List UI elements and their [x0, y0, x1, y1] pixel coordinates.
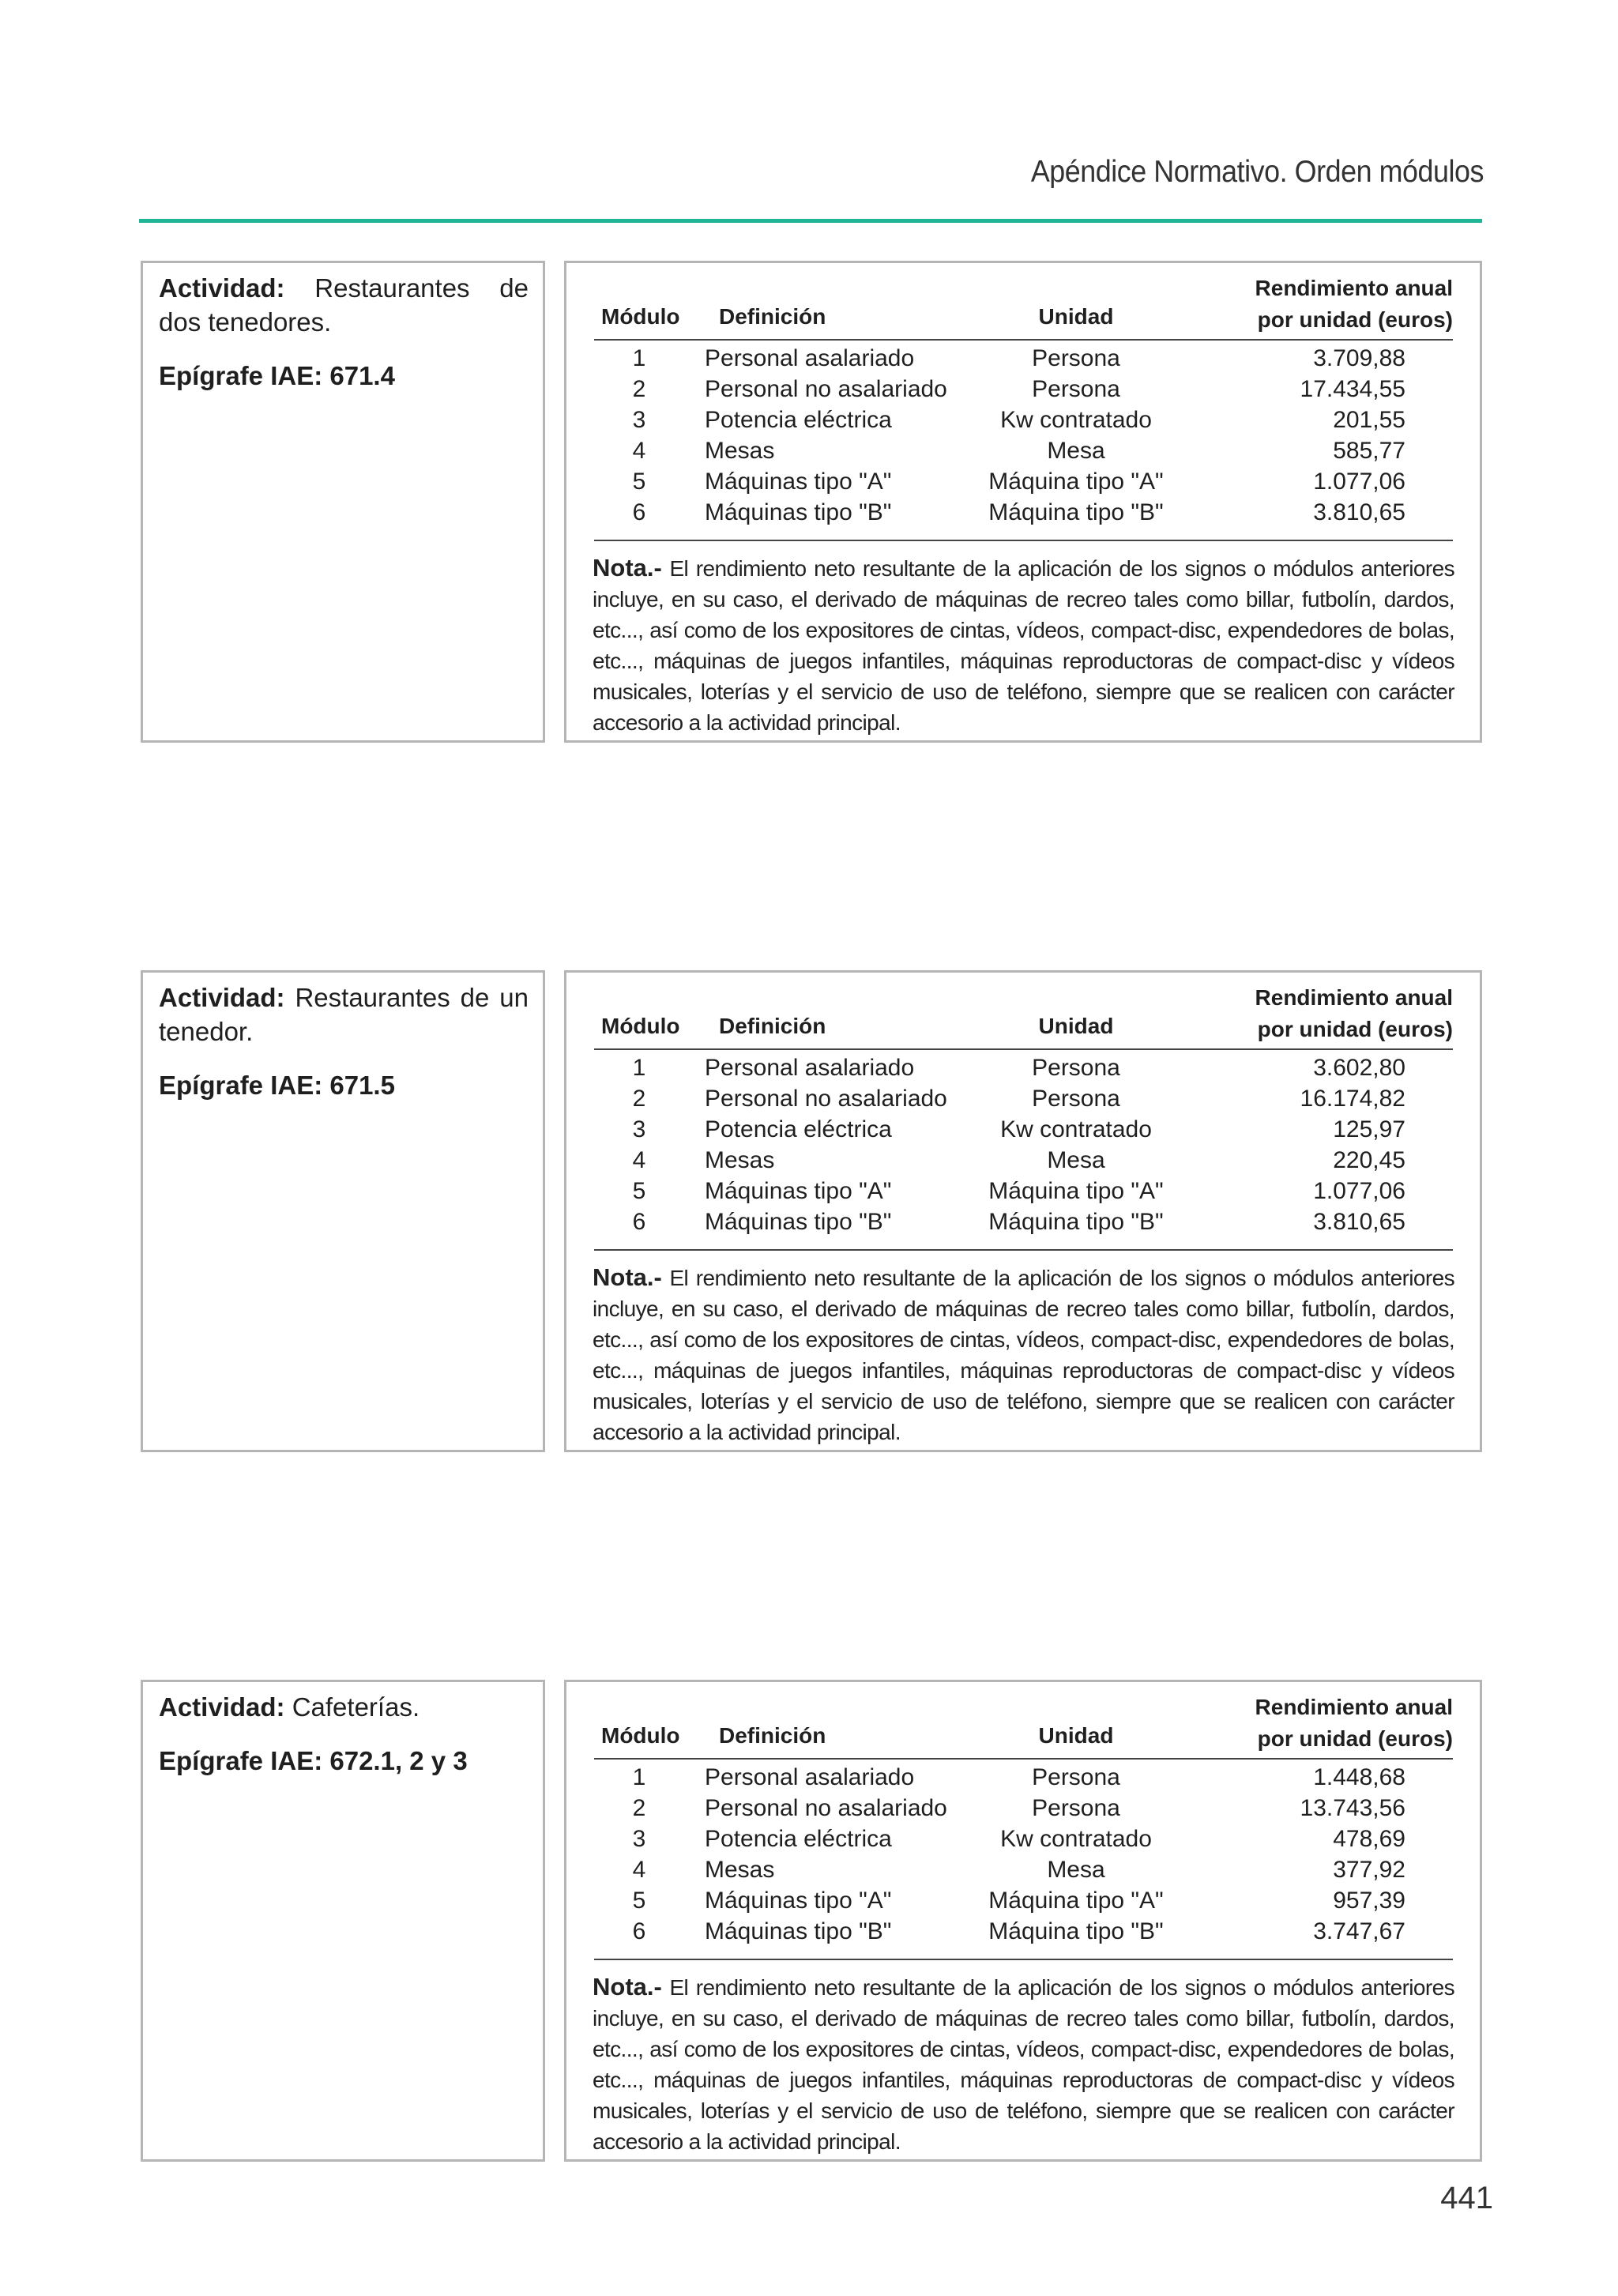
cell-valor: 3.810,65: [1313, 1209, 1405, 1235]
activity-text: [159, 271, 529, 339]
cell-valor: 1.077,06: [1313, 1178, 1405, 1204]
header-rendimiento: [1255, 982, 1453, 1045]
cell-valor: 1.077,06: [1313, 469, 1405, 495]
nota-text: El rendimiento neto resultante de la aplicación de los signos o módulos anteriores incluye, en su caso, el derivado de máquinas de recreo tales como billar, futbolín, dardos, etc..., así como de los expositores de cintas, vídeos, compact-disc, expendedores de bolas, etc..., máquinas de juegos infantiles, máquinas reproductoras de compact-disc y vídeos musicales, loterías y el servicio de uso de teléfono, siempre que se realicen con carácter accesorio a la actividad principal.: [593, 556, 1454, 735]
cell-modulo: 4: [632, 1147, 646, 1173]
nota-paragraph: [593, 552, 1454, 738]
table-body: [566, 345, 1480, 530]
cell-unidad: Máquina tipo "A": [988, 1178, 1164, 1204]
table-row: [566, 1086, 1480, 1116]
table-row: [566, 376, 1480, 407]
cell-valor: 957,39: [1333, 1888, 1405, 1914]
header-rendimiento: [1255, 273, 1453, 336]
header-rendimiento: [1255, 1692, 1453, 1755]
header-modulo: Módulo: [601, 1723, 680, 1748]
table-row: [566, 1826, 1480, 1857]
nota-paragraph: [593, 1971, 1454, 2157]
cell-valor: 478,69: [1333, 1826, 1405, 1852]
running-header: Apéndice Normativo. Orden módulos: [1030, 155, 1484, 189]
cell-valor: 16.174,82: [1300, 1086, 1405, 1112]
cell-definicion: Personal no asalariado: [705, 376, 947, 402]
nota-text: El rendimiento neto resultante de la aplicación de los signos o módulos anteriores incluye, en su caso, el derivado de máquinas de recreo tales como billar, futbolín, dardos, etc..., así como de los expositores de cintas, vídeos, compact-disc, expendedores de bolas, etc..., máquinas de juegos infantiles, máquinas reproductoras de compact-disc y vídeos musicales, loterías y el servicio de uso de teléfono, siempre que se realicen con carácter accesorio a la actividad principal.: [593, 1975, 1454, 2154]
table-row: [566, 345, 1480, 376]
cell-unidad: Mesa: [1047, 438, 1105, 464]
header-rule: [139, 219, 1482, 223]
table-bottom-rule: [594, 540, 1453, 541]
cell-unidad: Persona: [1032, 1795, 1120, 1821]
cell-definicion: Máquinas tipo "A": [705, 1178, 892, 1204]
cell-valor: 17.434,55: [1300, 376, 1405, 402]
cell-valor: 13.743,56: [1300, 1795, 1405, 1821]
table-row: [566, 1209, 1480, 1240]
table-row: [566, 1055, 1480, 1086]
cell-unidad: Máquina tipo "A": [988, 469, 1164, 495]
cell-unidad: Persona: [1032, 1764, 1120, 1790]
cell-modulo: 6: [632, 1918, 646, 1944]
cell-modulo: 3: [632, 1116, 646, 1142]
cell-definicion: Personal asalariado: [705, 1055, 915, 1081]
table-header: [566, 1682, 1480, 1758]
activity-value: Cafeterías.: [292, 1692, 420, 1722]
cell-unidad: Máquina tipo "A": [988, 1888, 1164, 1914]
cell-modulo: 6: [632, 1209, 646, 1235]
cell-definicion: Personal no asalariado: [705, 1086, 947, 1112]
cell-valor: 3.810,65: [1313, 499, 1405, 525]
activity-text: [159, 1690, 529, 1724]
header-modulo: Módulo: [601, 1014, 680, 1038]
nota-paragraph: [593, 1262, 1454, 1447]
cell-unidad: Kw contratado: [1000, 407, 1152, 433]
cell-valor: 3.709,88: [1313, 345, 1405, 371]
activity-box: [141, 261, 545, 743]
nota-label: Nota.-: [593, 1973, 662, 2001]
header-rendimiento-line1: Rendimiento anual: [1255, 985, 1453, 1010]
cell-modulo: 5: [632, 1178, 646, 1204]
cell-definicion: Potencia eléctrica: [705, 1826, 892, 1852]
cell-valor: 3.602,80: [1313, 1055, 1405, 1081]
activity-label: Actividad:: [159, 1692, 285, 1722]
header-rendimiento-line2: por unidad (euros): [1257, 307, 1453, 332]
header-definicion: Definición: [719, 304, 826, 329]
modules-box: [564, 1680, 1482, 2162]
cell-modulo: 2: [632, 376, 646, 402]
header-rendimiento-line2: por unidad (euros): [1257, 1726, 1453, 1751]
cell-definicion: Máquinas tipo "A": [705, 1888, 892, 1914]
cell-definicion: Potencia eléctrica: [705, 1116, 892, 1142]
table-row: [566, 407, 1480, 438]
cell-valor: 220,45: [1333, 1147, 1405, 1173]
cell-valor: 585,77: [1333, 438, 1405, 464]
table-bottom-rule: [594, 1249, 1453, 1251]
cell-modulo: 3: [632, 407, 646, 433]
nota-label: Nota.-: [593, 1263, 662, 1291]
table-header: [566, 973, 1480, 1048]
cell-definicion: Mesas: [705, 1857, 775, 1883]
cell-modulo: 5: [632, 469, 646, 495]
cell-unidad: Máquina tipo "B": [988, 1918, 1164, 1944]
cell-valor: 1.448,68: [1313, 1764, 1405, 1790]
header-modulo: Módulo: [601, 304, 680, 329]
activity-value: Restaurantes de un tenedor.: [159, 983, 529, 1046]
activity-box: [141, 970, 545, 1452]
cell-modulo: 5: [632, 1888, 646, 1914]
cell-definicion: Personal asalariado: [705, 345, 915, 371]
section-block: [0, 1680, 1618, 2170]
table-bottom-rule: [594, 1959, 1453, 1960]
cell-definicion: Mesas: [705, 1147, 775, 1173]
table-row: [566, 469, 1480, 499]
cell-modulo: 2: [632, 1086, 646, 1112]
cell-modulo: 1: [632, 1055, 646, 1081]
header-rendimiento-line1: Rendimiento anual: [1255, 276, 1453, 300]
cell-modulo: 3: [632, 1826, 646, 1852]
cell-modulo: 6: [632, 499, 646, 525]
cell-definicion: Máquinas tipo "B": [705, 1209, 892, 1235]
activity-box: [141, 1680, 545, 2162]
modules-box: [564, 261, 1482, 743]
table-body: [566, 1055, 1480, 1240]
header-unidad: Unidad: [1038, 1014, 1114, 1038]
section-block: [0, 970, 1618, 1460]
table-row: [566, 1764, 1480, 1795]
header-rendimiento-line1: Rendimiento anual: [1255, 1695, 1453, 1719]
table-row: [566, 1857, 1480, 1888]
cell-valor: 125,97: [1333, 1116, 1405, 1142]
cell-unidad: Kw contratado: [1000, 1116, 1152, 1142]
table-row: [566, 1147, 1480, 1178]
cell-valor: 3.747,67: [1313, 1918, 1405, 1944]
table-row: [566, 438, 1480, 469]
section-block: [0, 261, 1618, 751]
header-definicion: Definición: [719, 1014, 826, 1038]
activity-label: Actividad:: [159, 273, 285, 303]
table-row: [566, 1116, 1480, 1147]
table-header: [566, 263, 1480, 339]
cell-modulo: 1: [632, 345, 646, 371]
cell-definicion: Máquinas tipo "B": [705, 1918, 892, 1944]
header-rule-line: [594, 1758, 1453, 1760]
cell-definicion: Máquinas tipo "A": [705, 469, 892, 495]
modules-box: [564, 970, 1482, 1452]
cell-definicion: Mesas: [705, 438, 775, 464]
header-unidad: Unidad: [1038, 304, 1114, 329]
cell-valor: 377,92: [1333, 1857, 1405, 1883]
cell-unidad: Mesa: [1047, 1857, 1105, 1883]
cell-definicion: Personal no asalariado: [705, 1795, 947, 1821]
epigrafe: Epígrafe IAE: 671.5: [159, 1071, 395, 1100]
activity-label: Actividad:: [159, 983, 285, 1012]
activity-value: Restaurantes de dos tenedores.: [159, 273, 529, 337]
cell-modulo: 4: [632, 1857, 646, 1883]
cell-unidad: Kw contratado: [1000, 1826, 1152, 1852]
table-row: [566, 499, 1480, 530]
nota-text: El rendimiento neto resultante de la aplicación de los signos o módulos anteriores incluye, en su caso, el derivado de máquinas de recreo tales como billar, futbolín, dardos, etc..., así como de los expositores de cintas, vídeos, compact-disc, expendedores de bolas, etc..., máquinas de juegos infantiles, máquinas reproductoras de compact-disc y vídeos musicales, loterías y el servicio de uso de teléfono, siempre que se realicen con carácter accesorio a la actividad principal.: [593, 1266, 1454, 1444]
cell-modulo: 4: [632, 438, 646, 464]
table-row: [566, 1178, 1480, 1209]
cell-definicion: Potencia eléctrica: [705, 407, 892, 433]
header-rule-line: [594, 339, 1453, 341]
cell-unidad: Persona: [1032, 345, 1120, 371]
cell-unidad: Máquina tipo "B": [988, 1209, 1164, 1235]
cell-unidad: Máquina tipo "B": [988, 499, 1164, 525]
cell-unidad: Persona: [1032, 376, 1120, 402]
cell-definicion: Personal asalariado: [705, 1764, 915, 1790]
table-body: [566, 1764, 1480, 1949]
header-rule-line: [594, 1048, 1453, 1050]
cell-modulo: 1: [632, 1764, 646, 1790]
table-row: [566, 1918, 1480, 1949]
cell-unidad: Persona: [1032, 1055, 1120, 1081]
cell-modulo: 2: [632, 1795, 646, 1821]
activity-text: [159, 981, 529, 1048]
cell-definicion: Máquinas tipo "B": [705, 499, 892, 525]
table-row: [566, 1795, 1480, 1826]
header-unidad: Unidad: [1038, 1723, 1114, 1748]
page-number: 441: [1440, 2181, 1493, 2215]
table-row: [566, 1888, 1480, 1918]
nota-label: Nota.-: [593, 554, 662, 582]
cell-unidad: Mesa: [1047, 1147, 1105, 1173]
epigrafe: Epígrafe IAE: 671.4: [159, 361, 395, 390]
cell-unidad: Persona: [1032, 1086, 1120, 1112]
cell-valor: 201,55: [1333, 407, 1405, 433]
epigrafe: Epígrafe IAE: 672.1, 2 y 3: [159, 1746, 468, 1775]
header-definicion: Definición: [719, 1723, 826, 1748]
header-rendimiento-line2: por unidad (euros): [1257, 1017, 1453, 1041]
